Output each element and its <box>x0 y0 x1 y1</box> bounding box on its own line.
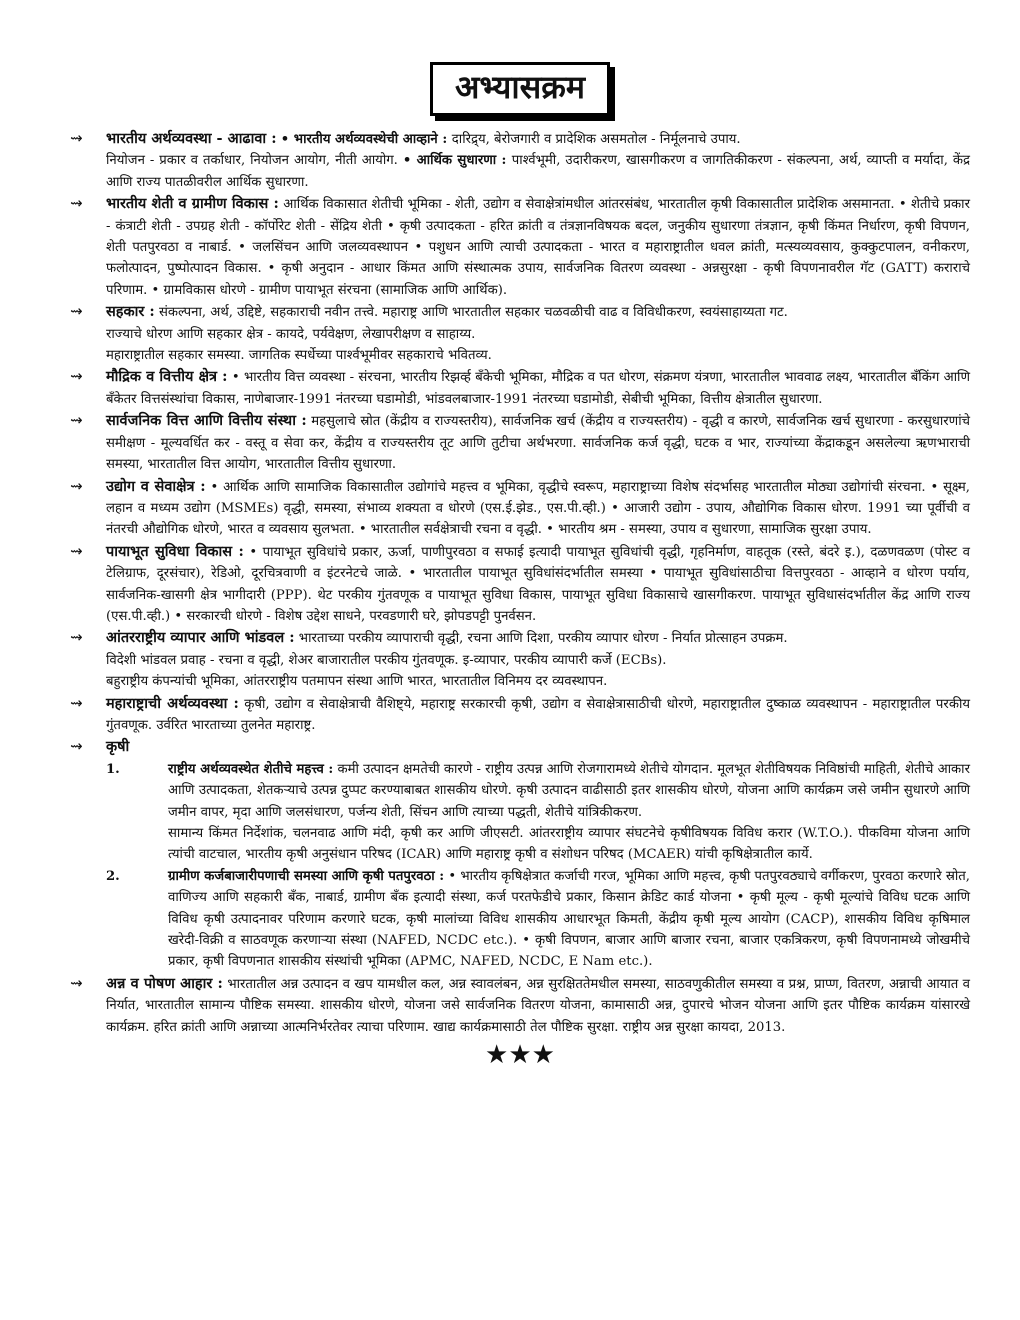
section-text: भारताच्या परकीय व्यापाराची वृद्धी, रचना आणि दिशा, परकीय व्यापार धोरण - निर्यात प्रोत्साहन उपक्रम. <box>298 631 788 647</box>
hand-pointing-arrow-icon: ⇝ <box>70 476 83 495</box>
subheading: • भारतीय अर्थव्यवस्थेची आव्हाने : <box>280 132 452 147</box>
section-line <box>106 301 970 323</box>
section-line <box>106 671 970 692</box>
krushi-item <box>106 866 970 973</box>
hand-pointing-arrow-icon: ⇝ <box>70 693 83 712</box>
section-line <box>106 541 970 628</box>
item-text: सामान्य किंमत निर्देशांक, चलनवाढ आणि मंदी, कृषी कर आणि जीएसटी. आंतरराष्ट्रीय व्यापार संघटनेचे कृषीविषयक विविध करार (W.T.O.). पीकविमा योजना आणि त्यांची वाटचाल, भारतीय कृषी अनुसंधान परिषद (ICAR) आणि महाराष्ट्र कृषी व संशोधन परिषद (MCAER) यांची कृषिक्षेत्रातील कार्ये. <box>168 826 970 863</box>
section-text: • भारतीय वित्त व्यवस्था - संरचना, भारतीय रिझर्व्ह बँकेची भूमिका, मौद्रिक व पत धोरण, संक्रमण यंत्रणा, भारतातील भाववाढ लक्ष्य, भारतातील बँकिंग आणि बँकेतर वित्तसंस्थांचा विकास, नाणेबाजार-1991 नंतरच्या घडामोडी, भांडवलबाजार-1991 नंतरच्या घडामोडी, सेबीची भूमिका, वित्तीय क्षेत्रातील सुधारणा. <box>106 370 970 407</box>
section-text: महसुलाचे स्रोत (केंद्रीय व राज्यस्तरीय), सार्वजनिक खर्च (केंद्रीय व राज्यस्तरीय) - वृद्धी व कारणे, सार्वजनिक खर्च सुधारणा - करसुधारणांचे समीक्षण - मूल्यवर्धित कर - वस्तू व सेवा कर, केंद्रीय व राज्यस्तरीय तूट आणि तुटीचा अर्थभरणा. सार्वजनिक कर्ज वृद्धी, घटक व भार, राज्यांच्या केंद्राकडून असलेल्या ऋणभाराची समस्या, भारतातील वित्त आयोग, भारतातील वित्तीय सुधारणा. <box>106 414 971 473</box>
section-krushi <box>70 736 970 972</box>
section-heading: पायाभूत सुविधा विकास : <box>106 542 244 560</box>
section-text: नियोजन - प्रकार व तर्काधार, नियोजन आयोग, नीती आयोग. <box>106 153 403 169</box>
hand-pointing-arrow-icon: ⇝ <box>70 628 83 647</box>
title-wrap <box>70 62 970 116</box>
section-line <box>106 150 970 193</box>
hand-pointing-arrow-icon: ⇝ <box>70 973 83 992</box>
section-item <box>70 193 970 301</box>
section-text: विदेशी भांडवल प्रवाह - रचना व वृद्धी, शेअर बाजारातील परकीय गुंतवणूक. इ-व्यापार, परकीय व्यापारी कर्जे (ECBs). <box>106 652 667 668</box>
section-text: भारतातील अन्न उत्पादन व खप यामधील कल, अन्न स्वावलंबन, अन्न सुरक्षिततेमधील समस्या, साठवणुकीतील समस्या व प्रश्न, प्राप्ण, वितरण, अन्नाची आयात व निर्यात, भारतातील सामान्य पौष्टिक समस्या. शासकीय धोरणे, योजना जसे सार्वजनिक वितरण योजना, कामासाठी अन्न, दुपारचे भोजन योजना आणि इतर पौष्टिक कार्यक्रम यांसारखे कार्यक्रम. हरित क्रांती आणि अन्नाच्या आत्मनिर्भरतेवर त्याचा परिणाम. खाद्य कार्यक्रमासाठी तेल पौष्टिक सुरक्षा. राष्ट्रीय अन्न सुरक्षा कायदा, 2013. <box>106 976 970 1035</box>
subheading: • आर्थिक सुधारणा : <box>402 153 512 169</box>
section-item <box>70 366 970 410</box>
section-text: • आर्थिक आणि सामाजिक विकासातील उद्योगांचे महत्त्व व भूमिका, वृद्धीचे स्वरूप, महाराष्ट्राच्या विशेष संदर्भासह भारतातील मोठ्या उद्योगांची संरचना. • सूक्ष्म, लहान व मध्यम उद्योग (MSMEs) वृद्धी, समस्या, संभाव्य शक्यता व धोरणे (एस.ई.झेड., एस.पी.व्ही.) • आजारी उद्योग - उपाय, औद्योगिक विकास धोरण. 1991 च्या पूर्वीची व नंतरची औद्योगिक धोरणे, भारत व व्यवसाय सुलभता. • भारतातील सर्वक्षेत्राची रचना व वृद्धी. • भारतीय श्रम - समस्या, उपाय व सुधारणा, सामाजिक सुरक्षा उपाय. <box>106 479 970 538</box>
krushi-items <box>106 759 970 973</box>
item-number: 1. <box>106 761 120 777</box>
section-line <box>106 324 970 345</box>
item-title: ग्रामीण कर्जबाजारीपणाची समस्या आणि कृषी पतपुरवठा : <box>168 868 445 884</box>
item-title: राष्ट्रीय अर्थव्यवस्थेत शेतीचे महत्त्व : <box>168 761 334 777</box>
section-heading: महाराष्ट्राची अर्थव्यवस्था : <box>106 694 239 712</box>
section-heading: अन्न व पोषण आहार : <box>106 974 223 992</box>
section-line <box>106 627 970 649</box>
section-text: राज्याचे धोरण आणि सहकार क्षेत्र - कायदे, पर्यवेक्षण, लेखापरीक्षण व साहाय्य. <box>106 326 476 342</box>
section-heading: कृषी <box>106 738 130 756</box>
item-paragraph <box>168 823 970 866</box>
section-item <box>70 476 970 541</box>
section-line <box>106 410 970 475</box>
section-item <box>70 627 970 692</box>
section-heading: सार्वजनिक वित्त आणि वित्तीय संस्था : <box>106 412 307 430</box>
hand-pointing-arrow-icon: ⇝ <box>70 194 83 213</box>
section-item <box>70 301 970 366</box>
item-paragraph <box>168 759 970 823</box>
section-line <box>106 476 970 541</box>
section-item <box>70 410 970 475</box>
page-title: अभ्यासक्रम <box>430 62 610 116</box>
section-food-nutrition <box>70 973 970 1038</box>
section-heading: उद्योग व सेवाक्षेत्र : <box>106 477 206 495</box>
section-line <box>106 128 970 150</box>
section-heading: आंतरराष्ट्रीय व्यापार आणि भांडवल : <box>106 629 295 647</box>
footer-stars: ★★★ <box>485 1040 555 1071</box>
section-text: • पायाभूत सुविधांचे प्रकार, ऊर्जा, पाणीपुरवठा व सफाई इत्यादी पायाभूत सुविधांची वृद्धी, गृहनिर्माण, वाहतूक (रस्ते, बंदरे इ.), दळणवळण (पोस्ट व टेलिग्राफ, दूरसंचार), रेडिओ, दूरचित्रवाणी व इंटरनेटचे जाळे. • भारतातील पायाभूत सुविधांसंदर्भातील समस्या • पायाभूत सुविधांसाठीचा वित्तपुरवठा - आव्हाने व धोरण पर्याय, सार्वजनिक-खासगी क्षेत्र भागीदारी (PPP). थेट परकीय गुंतवणूक व पायाभूत सुविधा विकास, पायाभूत सुविधा विकासाचे खासगीकरण. पायाभूत सुविधासंदर्भातील केंद्र आणि राज्य (एस.पी.व्ही.) • सरकारची धोरणे - विशेष उद्देश साधने, परवडणारी घरे, झोपडपट्टी पुनर्वसन. <box>106 544 970 624</box>
syllabus-page <box>70 62 970 1070</box>
hand-pointing-arrow-icon: ⇝ <box>70 129 83 147</box>
section-heading: मौद्रिक व वित्तीय क्षेत्र : <box>106 368 228 386</box>
hand-pointing-arrow-icon: ⇝ <box>70 302 83 321</box>
section-line <box>106 193 970 301</box>
section-text: बहुराष्ट्रीय कंपन्यांची भूमिका, आंतरराष्ट्रीय पतमापन संस्था आणि भारत, भारतातील विनिमय दर व्यवस्थापन. <box>106 674 608 690</box>
hand-pointing-arrow-icon: ⇝ <box>70 737 83 756</box>
item-text: • भारतीय कृषिक्षेत्रात कर्जाची गरज, भूमिका आणि महत्त्व, कृषी पतपुरवठ्याचे वर्गीकरण, पुरवठा करणारे स्रोत, वाणिज्य आणि सहकारी बँक, नाबार्ड, ग्रामीण बँक इत्यादी संस्था, कर्ज परतफेडीचे प्रकार, किसान क्रेडिट कार्ड योजना • कृषी मूल्य - कृषी मूल्यांचे विविध घटक आणि विविध कृषी उत्पादनावर परिणाम करणारे घटक, कृषी मालांच्या विविध शासकीय आधारभूत किमती, केंद्रीय कृषी मूल्य आयोग (CACP), शासकीय विविध कृषिमाल खरेदी-विक्री व साठवणूक करणाऱ्या संस्था (NAFED, NCDC etc.). • कृषी विपणन, बाजार आणि बाजार रचना, बाजार एकत्रिकरण, कृषी विपणनामध्ये जोखमीचे प्रकार, कृषी विपणनात शासकीय संस्थांची भूमिका (APMC, NAFED, NCDC, E Nam etc.). <box>168 868 970 970</box>
section-line <box>106 345 970 366</box>
section-heading: भारतीय अर्थव्यवस्था - आढावा : <box>106 130 277 147</box>
section-line <box>106 693 970 737</box>
section-text: कृषी, उद्योग व सेवाक्षेत्राची वैशिष्ट्ये, महाराष्ट्र सरकारची कृषी, उद्योग व सेवाक्षेत्रासाठीची धोरणे, महाराष्ट्रातील दुष्काळ व्यवस्थापन - महाराष्ट्रातील परकीय गुंतवणूक. उर्वरित भारताच्या तुलनेत महाराष्ट्र. <box>106 696 971 733</box>
item-paragraph <box>168 866 970 973</box>
hand-pointing-arrow-icon: ⇝ <box>70 411 83 430</box>
krushi-item <box>106 759 970 866</box>
section-item <box>70 128 970 193</box>
hand-pointing-arrow-icon: ⇝ <box>70 541 83 560</box>
hand-pointing-arrow-icon: ⇝ <box>70 367 83 386</box>
section-text: संकल्पना, अर्थ, उद्दिष्टे, सहकाराची नवीन तत्त्वे. महाराष्ट्र आणि भारतातील सहकार चळवळीची वाढ व विविधीकरण, स्वयंसाहाय्यता गट. <box>158 305 788 321</box>
item-text: कमी उत्पादन क्षमतेची कारणे - राष्ट्रीय उत्पन्न आणि रोजगारामध्ये शेतीचे योगदान. मूलभूत शेतीविषयक निविष्ठांची माहिती, शेतीचे आकार आणि उत्पादकता, शेतकऱ्याचे उत्पन्न दुप्पट करण्याबाबत शासकीय धोरणे. कृषी उत्पादन वाढीसाठी इतर शासकीय धोरणे, योजना आणि कार्यक्रम जसे जमीन सुधारणे आणि जमीन वापर, मृदा आणि जलसंधारण, पर्जन्य शेती, सिंचन आणि त्याच्या पद्धती, शेतीचे यांत्रिकीकरण. <box>168 761 970 820</box>
section-heading: सहकार : <box>106 303 155 321</box>
section-text: आर्थिक विकासात शेतीची भूमिका - शेती, उद्योग व सेवाक्षेत्रांमधील आंतरसंबंध, भारतातील कृषी विकासातील प्रादेशिक असमानता. • शेतीचे प्रकार - कंत्राटी शेती - उपग्रह शेती - कॉर्पोरेट शेती - सेंद्रिय शेती • कृषी उत्पादकता - हरित क्रांती व तंत्रज्ञानविषयक बदल, जनुकीय सुधारणा तंत्रज्ञान, कृषी किंमत निर्धारण, कृषी विपणन, शेती पतपुरवठा व नाबार्ड. • जलसिंचन आणि जलव्यवस्थापन • पशुधन आणि त्याची उत्पादकता - भारत व महाराष्ट्रातील धवल क्रांती, मत्स्यव्यवसाय, कुक्कुटपालन, वनीकरण, फलोत्पादन, पुष्पोत्पादन विकास. • कृषी अनुदान - आधार किंमत आणि संस्थात्मक उपाय, सार्वजनिक वितरण व्यवस्था - अन्नसुरक्षा - कृषी विपणनावरील गॅट (GATT) कराराचे परिणाम. • ग्रामविकास धोरणे - ग्रामीण पायाभूत संरचना (सामाजिक आणि आर्थिक). <box>106 197 970 298</box>
section-heading: भारतीय शेती व ग्रामीण विकास : <box>106 195 279 213</box>
section-text: दारिद्र्य, बेरोजगारी व प्रादेशिक असमतोल - निर्मूलनाचे उपाय. <box>451 132 741 147</box>
sections-container <box>70 128 970 736</box>
item-number: 2. <box>106 868 120 884</box>
section-text: पार्श्वभूमी, उदारीकरण, खासगीकरण व जागतिकीकरण - संकल्पना, अर्थ, व्याप्ती व मर्यादा, केंद्र आणि राज्य पातळीवरील आर्थिक सुधारणा. <box>106 153 971 190</box>
section-line <box>106 366 970 410</box>
section-line <box>106 650 970 671</box>
section-item <box>70 541 970 628</box>
section-text: महाराष्ट्रातील सहकार समस्या. जागतिक स्पर्धेच्या पार्श्वभूमीवर सहकाराचे भवितव्य. <box>106 348 492 364</box>
section-item <box>70 693 970 737</box>
